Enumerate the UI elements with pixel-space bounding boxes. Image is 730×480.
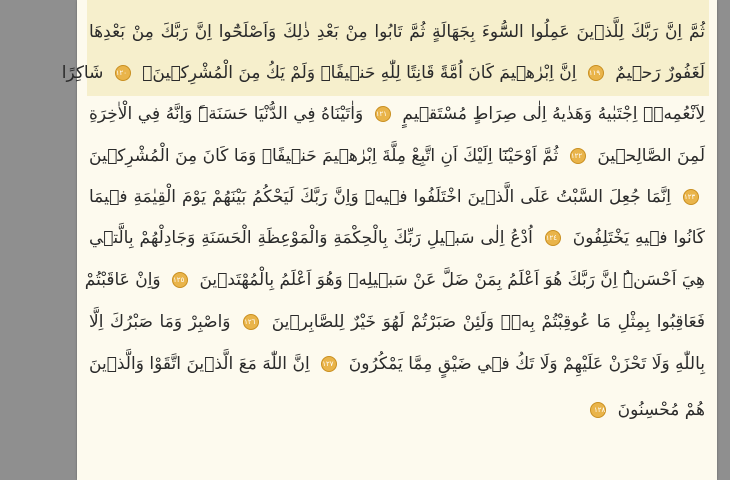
verse-text: لَمِنَ الصَّالِحٖينَ [597,146,706,166]
verse-text: لِاَنْعُمِهٖۜ اِجْتَبٰيهُ وَهَدٰيهُ اِلٰى صِرَاطٍ مُسْتَقٖيمٍ [402,104,706,124]
verse-line [77,187,717,207]
verse-text: هُمْ مُحْسِنُونَ [617,400,705,420]
verse-line [77,400,717,420]
verse-text: وَاٰتَيْنَاهُ فِي الدُّنْيَا حَسَنَةًۜ وَاِنَّهُ فِي الْاٰخِرَةِ [89,104,364,124]
verse-line [77,354,717,374]
verse-line [77,146,717,166]
verse-text: ثُمَّ اِنَّ رَبَّكَ لِلَّذٖينَ عَمِلُوا السُّٓوءَ بِجَهَالَةٍ ثُمَّ تَابُوا مِنْ بَعْدِ ذٰلِكَ وَاَصْلَحُٓوا اِنَّ رَبَّكَ مِنْ بَعْدِهَا [89,22,705,42]
ayah-number-marker: ١٢٤ [545,230,561,246]
ayah-number-marker: ١٢٠ [115,65,131,81]
ayah-number-marker: ١١٩ [588,65,604,81]
verse-line [61,63,717,83]
verse-text: وَاِنْ عَاقَبْتُمْ [84,270,161,290]
mushaf-page [61,0,717,480]
verse-text: بِاللّٰهِ وَلَا تَحْزَنْ عَلَيْهِمْ وَلَا تَكُ فٖي ضَيْقٍ مِمَّا يَمْكُرُونَ [348,354,706,374]
ayah-number-marker: ١٢٢ [570,148,586,164]
ayah-number-marker: ١٢٧ [321,356,337,372]
verse-text: اِنَّ اِبْرٰهٖيمَ كَانَ اُمَّةً قَانِتًا لِلّٰهِ حَنٖيفًاۜ وَلَمْ يَكُ مِنَ الْمُشْرِكٖينَۙ [142,63,577,83]
verse-text: لَغَفُورٌ رَحٖيمٌ [615,63,705,83]
ayah-number-marker: ١٢٣ [683,189,699,205]
ayah-number-marker: ١٢٦ [243,314,259,330]
verse-line [77,22,717,42]
verse-line [77,312,717,332]
ayah-number-marker: ١٢١ [375,106,391,122]
verse-line [77,228,717,248]
verse-text: اِنَّمَا جُعِلَ السَّبْتُ عَلَى الَّذٖينَ اخْتَلَفُوا فٖيهِۜ وَاِنَّ رَبَّكَ لَيَحْكُمُ بَيْنَهُمْ يَوْمَ الْقِيٰمَةِ فٖيمَا [89,187,672,207]
ayah-number-marker: ١٢٨ [590,402,606,418]
verse-text: كَانُوا فٖيهِ يَخْتَلِفُونَ [572,228,705,248]
verse-text: اُدْعُ اِلٰى سَبٖيلِ رَبِّكَ بِالْحِكْمَةِ وَالْمَوْعِظَةِ الْحَسَنَةِ وَجَادِلْهُمْ بِالَّتٖي [89,228,533,248]
verse-line [77,270,717,290]
ayah-number-marker: ١٢٥ [172,272,188,288]
verse-text: وَاصْبِرْ وَمَا صَبْرُكَ اِلَّا [89,312,231,332]
verse-text: فَعَاقِبُوا بِمِثْلِ مَا عُوقِبْتُمْ بِهٖۜ وَلَئِنْ صَبَرْتُمْ لَهُوَ خَيْرٌ لِلصَّابِرٖينَ [271,312,706,332]
verse-line [77,104,717,124]
verse-text: شَاكِرًا [61,63,104,83]
verse-text: ثُمَّ اَوْحَيْنَٓا اِلَيْكَ اَنِ اتَّبِعْ مِلَّةَ اِبْرٰهٖيمَ حَنٖيفًاۜ وَمَا كَانَ مِنَ الْمُشْرِكٖينَ [89,146,559,166]
verse-text: اِنَّ اللّٰهَ مَعَ الَّذٖينَ اتَّقَوْا وَالَّذٖينَ [89,354,310,374]
verse-text: هِيَ اَحْسَنُۜ اِنَّ رَبَّكَ هُوَ اَعْلَمُ بِمَنْ ضَلَّ عَنْ سَبٖيلِهٖ وَهُوَ اَعْلَمُ بِالْمُهْتَدٖينَ [199,270,705,290]
